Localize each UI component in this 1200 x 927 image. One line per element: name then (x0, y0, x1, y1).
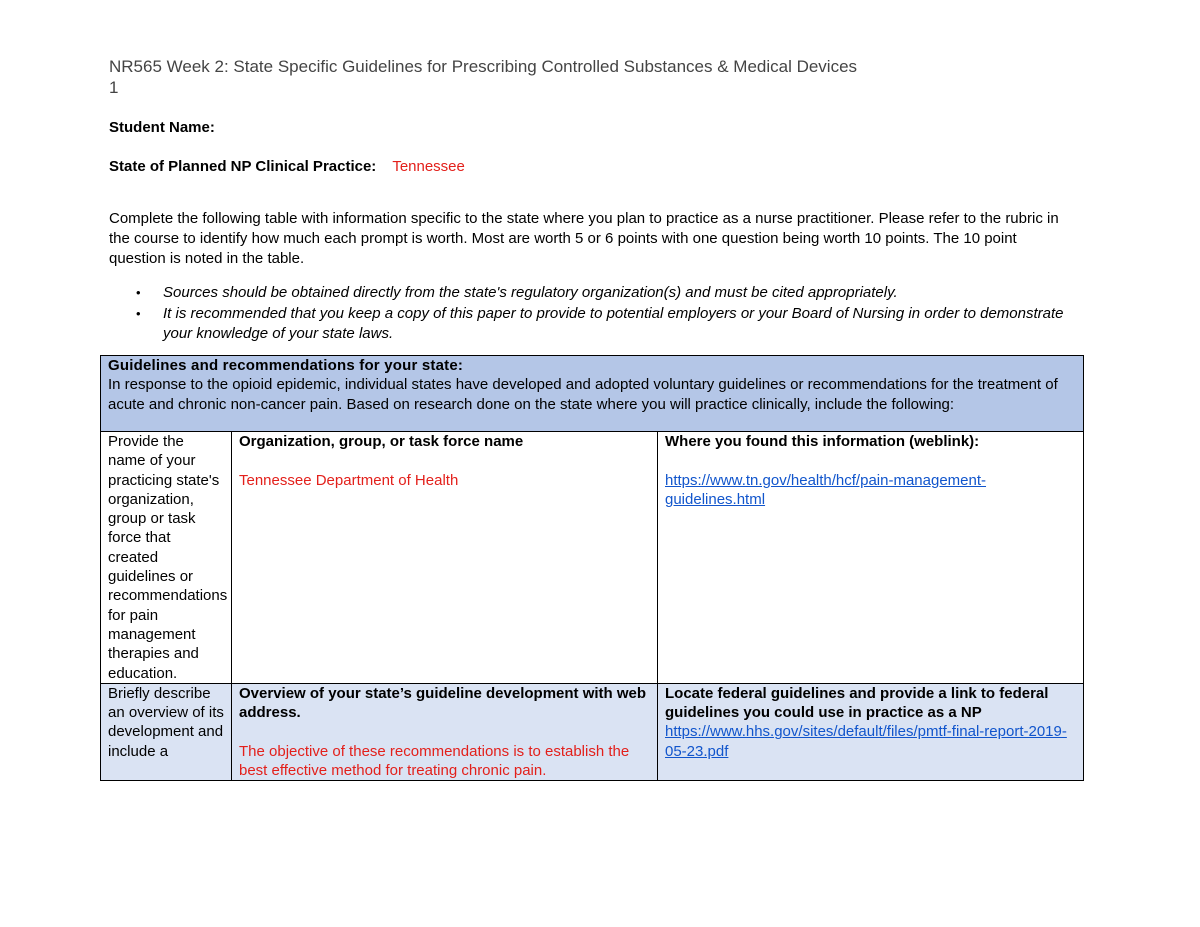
instructions-paragraph: Complete the following table with information specific to the state where you plan to practice as a nurse practitioner. Please refer to the rubric in the course to identify how much each prompt is worth. Most are worth 5 or 6 points with one question being worth 10 points. The 10 point question is noted in the table. (109, 210, 1059, 267)
section-title: Guidelines and recommendations for your state: (108, 357, 464, 374)
table-row (101, 432, 1084, 684)
bullet-text: It is recommended that you keep a copy of this paper to provide to potential employers or your Board of Nursing in order to demonstrate your knowledge of your state laws. (163, 304, 1064, 342)
answer-cell (232, 683, 658, 780)
state-line (109, 158, 465, 176)
guidelines-table (100, 355, 1084, 781)
bullet-item (109, 283, 1077, 304)
source-cell (658, 683, 1084, 780)
bullet-text: Sources should be obtained directly from the state's regulatory organization(s) and must be cited appropriately. (163, 284, 898, 301)
column-heading: Locate federal guidelines and provide a link to federal guidelines you could use in practice as a NP (665, 684, 1049, 722)
blank-line (239, 451, 650, 470)
prompt-text: Provide the name of your practicing state's organization, group or task force that created guidelines or recommendations for pain management therapies and education. (108, 433, 228, 682)
bullet-dot-icon: • (136, 305, 141, 321)
state-label: State of Planned NP Clinical Practice: (109, 158, 377, 175)
answer-cell (232, 432, 658, 684)
table-section-header-cell (101, 356, 1084, 432)
table-row (101, 683, 1084, 780)
bullet-list (109, 283, 1077, 345)
table-section-header-row (101, 356, 1084, 432)
page-number: 1 (109, 78, 119, 97)
column-heading: Where you found this information (weblink): (665, 433, 980, 450)
blank-line (239, 722, 650, 741)
bullet-dot-icon: • (136, 285, 141, 300)
source-link[interactable]: https://www.tn.gov/health/hcf/pain-management-guidelines.html (665, 471, 987, 508)
prompt-cell (101, 432, 232, 684)
prompt-cell (101, 683, 232, 780)
source-link[interactable]: https://www.hhs.gov/sites/default/files/pmtf-final-report-2019-05-23.pdf (665, 723, 1067, 760)
page-header-title: NR565 Week 2: State Specific Guidelines for Prescribing Controlled Substances & Medical Devices (109, 57, 858, 76)
column-heading: Overview of your state’s guideline development with web address. (239, 684, 647, 722)
section-body: In response to the opioid epidemic, individual states have developed and adopted voluntary guidelines or recommendations for the treatment of acute and chronic non-cancer pain. Based on research done on the state where you will practice clinically, include the following: (108, 376, 1058, 413)
state-value: Tennessee (392, 158, 465, 175)
blank-line (665, 451, 1076, 470)
source-cell (658, 432, 1084, 684)
bullet-item (109, 304, 1077, 345)
prompt-text: Briefly describe an overview of its development and include a (108, 684, 224, 760)
student-name-label: Student Name: (109, 119, 215, 136)
answer-text: Tennessee Department of Health (239, 471, 459, 489)
answer-text: The objective of these recommendations is to establish the best effective method for treating chronic pain. (239, 742, 630, 780)
column-heading: Organization, group, or task force name (239, 433, 524, 450)
